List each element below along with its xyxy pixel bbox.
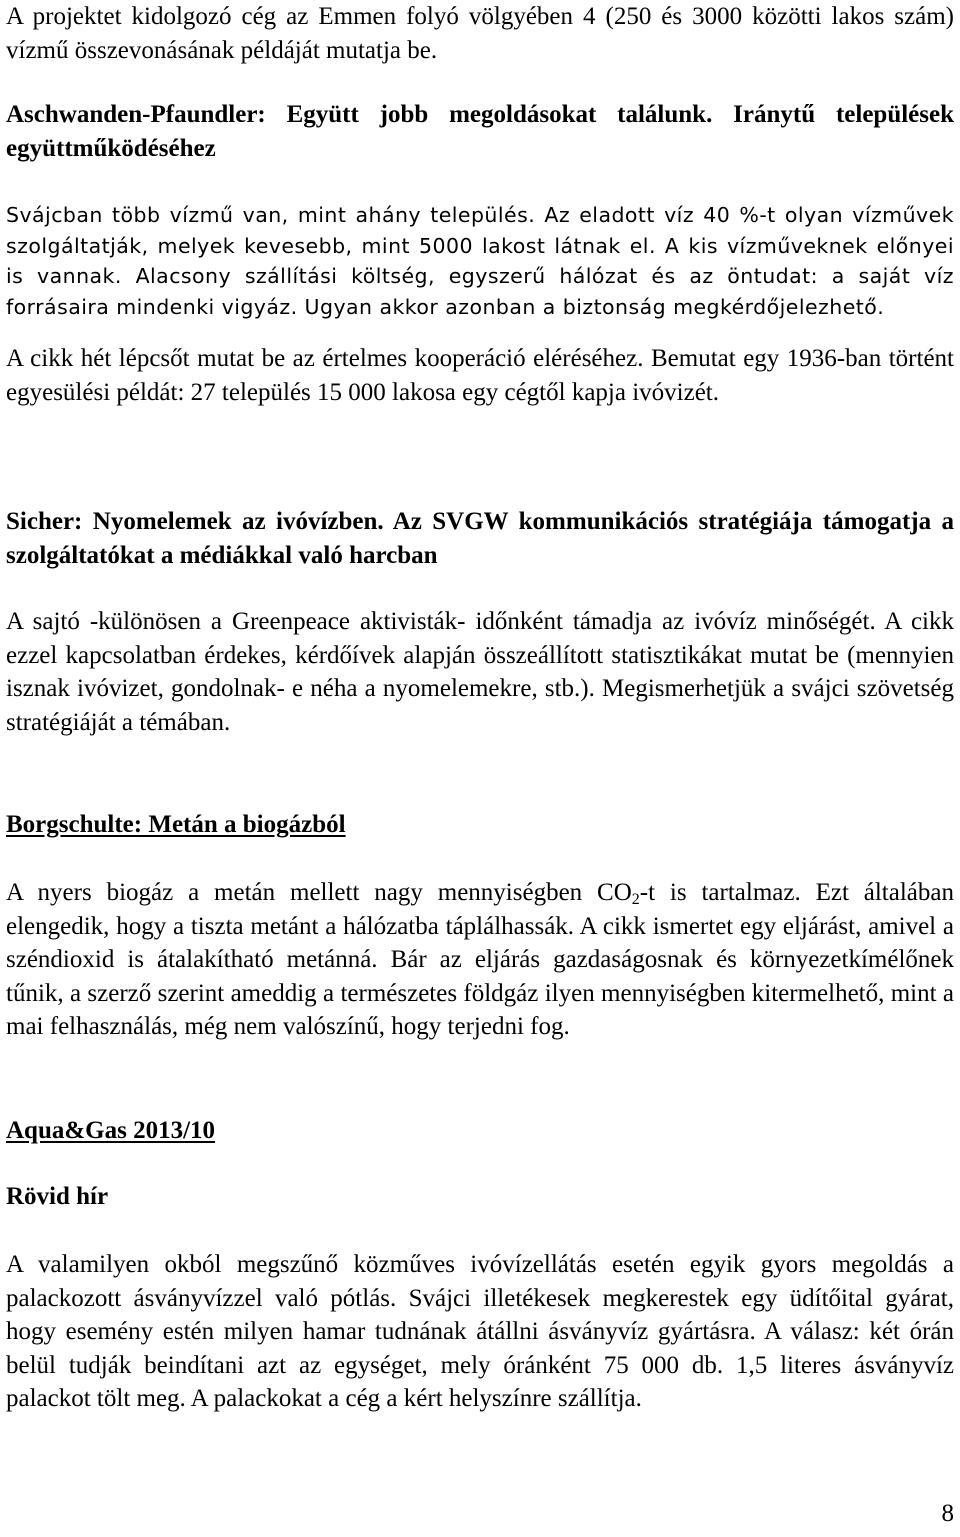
co2-subscript: 2	[631, 891, 640, 908]
section2-paragraph: A sajtó -különösen a Greenpeace aktivisták- időnként támadja az ivóvíz minőségét. A cikk ezzel kapcsolatban érdekes, kérdőívek alapján összeállított statisztikákat mutat be (mennyien isznak ivóvizet, gondolnak- e néha a nyomelemekre, stb.). Megismerhetjük a svájci szövetség stratégiáját a témában.	[6, 608, 954, 736]
section4-heading: Rövid hír	[6, 1183, 109, 1210]
section2-heading: Sicher: Nyomelemek az ivóvízben. Az SVGW kommunikációs stratégiája támogatja a szolgáltatókat a médiákkal való harcban	[6, 508, 954, 569]
section3-heading: Borgschulte: Metán a biogázból	[6, 811, 346, 838]
journal-issue-heading: Aqua&Gas 2013/10	[6, 1117, 216, 1144]
section1-heading: Aschwanden-Pfaundler: Együtt jobb megoldásokat találunk. Iránytű települések együttműködéséhez	[6, 101, 954, 162]
section4-paragraph: A valamilyen okból megszűnő közműves ivóvízellátás esetén egyik gyors megoldás a palackozott ásványvízzel való pótlás. Svájci illetékesek megkerestek egy üdítőital gyárat, hogy esemény estén milyen hamar tudnának átállni ásványvíz gyártásra. A válasz: két órán belül tudják beindítani azt az egységet, mely óránként 75 000 db. 1,5 literes ásványvíz palackot tölt meg. A palackokat a cég a kért helyszínre szállítja.	[6, 1251, 954, 1412]
section1-paragraph-2: A cikk hét lépcsőt mutat be az értelmes kooperáció eléréséhez. Bemutat egy 1936-ban történt egyesülési példát: 27 település 15 000 lakosa egy cégtől kapja ivóvizét.	[6, 345, 954, 406]
section1-paragraph-1: Svájcban több vízmű van, mint ahány település. Az eladott víz 40 %-t olyan vízművek szolgáltatják, melyek kevesebb, mint 5000 lakost látnak el. A kis vízműveknek előnyei is vannak. Alacsony szállítási költség, egyszerű hálózat és az öntudat: a saját víz forrásaira mindenki vigyáz. Ugyan akkor azonban a biztonság megkérdőjelezhető.	[6, 203, 954, 319]
section3-text-before-subscript: A nyers biogáz a metán mellett nagy mennyiségben CO	[6, 879, 632, 906]
section3-text-after-subscript: -t is tartalmaz. Ezt általában elengedik, hogy a tiszta metánt a hálózatba táplálhassák. A cikk ismertet egy eljárást, amivel a széndioxid is átalakítható metánná. Bár az eljárás gazdaságosnak és környezetkímélőnek tűnik, a szerző szerint ameddig a természetes földgáz ilyen mennyiségben kitermelhető, mint a mai felhasználás, még nem valószínű, hogy terjedni fog.	[6, 879, 954, 1040]
page-number: 8	[941, 1500, 954, 1527]
section3-paragraph	[6, 876, 954, 1044]
intro-paragraph: A projektet kidolgozó cég az Emmen folyó völgyében 4 (250 és 3000 közötti lakos szám) vízmű összevonásának példáját mutatja be.	[6, 3, 954, 64]
